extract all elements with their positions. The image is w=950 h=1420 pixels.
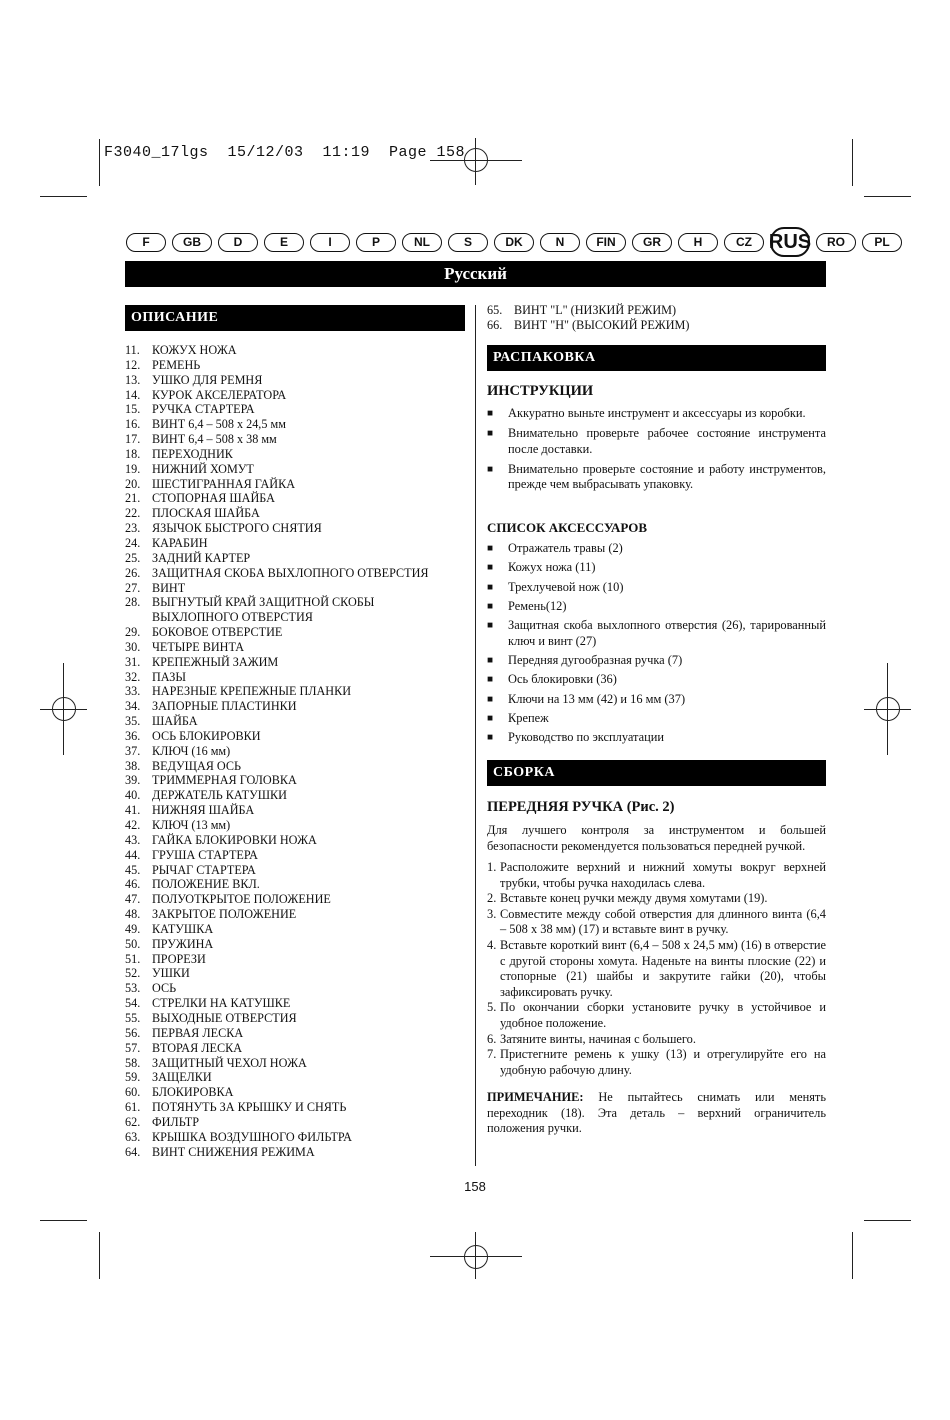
- part-number: 60.: [125, 1085, 141, 1100]
- bullet-item: [487, 580, 826, 596]
- part-number: 19.: [125, 461, 141, 476]
- part-item: [125, 1145, 470, 1160]
- bullet-icon: ■: [487, 543, 494, 554]
- part-number: 23.: [125, 521, 141, 536]
- assembly-step: [487, 907, 826, 938]
- part-number: 12.: [125, 357, 141, 372]
- part-name: ВИНТ СНИЖЕНИЯ РЕЖИМА: [152, 1144, 315, 1159]
- parts-list: [125, 343, 470, 1159]
- part-name: ВИНТ "H" (ВЫСОКИЙ РЕЖИМ): [514, 317, 690, 332]
- part-name: ВИНТ: [152, 580, 186, 595]
- part-name: ЗАКРЫТОЕ ПОЛОЖЕНИЕ: [152, 907, 297, 922]
- lang-tab-h: H: [678, 233, 718, 252]
- part-item: [125, 462, 470, 477]
- part-number: 14.: [125, 387, 141, 402]
- part-item: [125, 759, 470, 774]
- bullet-item: [487, 672, 826, 688]
- parts-list-continued: [487, 303, 827, 333]
- part-name: ПОЛУОТКРЫТОЕ ПОЛОЖЕНИЕ: [152, 892, 331, 907]
- part-name: БОКОВОЕ ОТВЕРСТИЕ: [152, 625, 283, 640]
- bullet-icon: ■: [487, 693, 494, 705]
- section-heading-description: ОПИСАНИЕ: [125, 305, 465, 331]
- part-name: ВЫГНУТЫЙ КРАЙ ЗАЩИТНОЙ СКОБЫ: [152, 595, 375, 610]
- bullet-item: [487, 599, 826, 615]
- part-number: 40.: [125, 788, 141, 803]
- bullet-text: Ремень(12): [508, 598, 567, 613]
- bullet-text: Ось блокировки (36): [508, 672, 617, 687]
- part-item: [125, 699, 470, 714]
- part-name: ЗАПОРНЫЕ ПЛАСТИНКИ: [152, 699, 297, 714]
- part-item: [125, 358, 470, 373]
- part-name: ОСЬ БЛОКИРОВКИ: [152, 728, 261, 743]
- lang-tab-gb: GB: [172, 233, 212, 252]
- part-item: [125, 684, 470, 699]
- bullet-item: [487, 730, 826, 746]
- part-name: ШАЙБА: [152, 714, 198, 729]
- part-item: [125, 1026, 470, 1041]
- bullet-text: Ключи на 13 мм (42) и 16 мм (37): [508, 691, 686, 706]
- part-number: 16.: [125, 417, 141, 432]
- bullet-icon: ■: [487, 655, 494, 666]
- bullet-text: Крепеж: [508, 710, 549, 725]
- part-name: РЫЧАГ СТАРТЕРА: [152, 862, 256, 877]
- part-item: [125, 922, 470, 937]
- bullet-text: Передняя дугообразная ручка (7): [508, 653, 683, 667]
- bullet-text: Отражатель травы (2): [508, 541, 623, 555]
- crop-mark: [852, 139, 853, 186]
- part-item: [125, 1130, 470, 1145]
- part-name: ЧЕТЫРЕ ВИНТА: [152, 639, 245, 654]
- part-number: 33.: [125, 684, 141, 699]
- part-number: 31.: [125, 654, 141, 669]
- note-text: Не пытайтесь снимать или менять переходник (18). Эта деталь – верхний ограничитель положения ручки.: [487, 1090, 826, 1135]
- part-name: СТОПОРНАЯ ШАЙБА: [152, 491, 275, 506]
- part-number: 21.: [125, 491, 141, 506]
- part-item: [125, 581, 470, 596]
- part-number: 36.: [125, 728, 141, 743]
- bullet-item: [487, 560, 826, 576]
- bullet-icon: ■: [487, 463, 494, 475]
- part-name: БЛОКИРОВКА: [152, 1085, 234, 1100]
- part-item: [125, 491, 470, 506]
- part-item: [125, 521, 470, 536]
- bullet-text: Внимательно проверьте рабочее состояние инструмента после доставки.: [508, 426, 826, 456]
- part-number: 26.: [125, 565, 141, 580]
- part-item: [125, 551, 470, 566]
- part-name: КУРОК АКСЕЛЕРАТОРА: [152, 387, 287, 402]
- crop-mark: [40, 1220, 87, 1221]
- part-name: ПРОРЕЗИ: [152, 951, 206, 966]
- part-item: [125, 714, 470, 729]
- part-name: ЗАДНИЙ КАРТЕР: [152, 550, 251, 565]
- assembly-intro: Для лучшего контроля за инструментом и большей безопасности рекомендуется пользоваться передней ручкой.: [487, 823, 826, 853]
- crop-mark: [864, 1220, 911, 1221]
- lang-tab-pl: PL: [862, 233, 902, 252]
- step-number: 7.: [487, 1047, 497, 1062]
- bullet-icon: ■: [487, 428, 494, 440]
- step-text: По окончании сборки установите ручку в устойчивое и удобное положение.: [500, 1000, 826, 1030]
- bullet-item: [487, 653, 826, 669]
- language-tabs: [126, 227, 890, 257]
- part-number: 63.: [125, 1129, 141, 1144]
- lang-tab-n: N: [540, 233, 580, 252]
- part-item: [125, 655, 470, 670]
- part-number: 61.: [125, 1100, 141, 1115]
- part-item: [125, 595, 470, 610]
- lang-tab-s: S: [448, 233, 488, 252]
- part-number: 38.: [125, 758, 141, 773]
- part-item: [125, 966, 470, 981]
- part-item: [125, 1100, 470, 1115]
- part-item: [487, 318, 827, 333]
- part-number: 42.: [125, 818, 141, 832]
- part-number: 30.: [125, 639, 141, 654]
- part-item: [125, 877, 470, 892]
- part-number: 13.: [125, 372, 141, 387]
- front-handle-heading: ПЕРЕДНЯЯ РУЧКА (Рис. 2): [487, 799, 675, 815]
- part-name: ОСЬ: [152, 981, 177, 996]
- bullet-icon: ■: [487, 562, 494, 574]
- lang-tab-f: F: [126, 233, 166, 252]
- part-number: 46.: [125, 877, 141, 892]
- part-name: ПОТЯНУТЬ ЗА КРЫШКУ И СНЯТЬ: [152, 1100, 347, 1115]
- assembly-step: [487, 1000, 826, 1031]
- bullet-icon: ■: [487, 620, 494, 632]
- part-name: ТРИММЕРНАЯ ГОЛОВКА: [152, 773, 297, 788]
- part-item: [125, 343, 470, 358]
- part-number: 47.: [125, 892, 141, 907]
- part-number: 53.: [125, 981, 141, 996]
- part-number: 59.: [125, 1070, 141, 1085]
- part-number: 50.: [125, 936, 141, 951]
- lang-tab-e: E: [264, 233, 304, 252]
- column-divider: [475, 305, 476, 1166]
- accessories-list: [487, 541, 826, 749]
- part-number: 39.: [125, 773, 141, 788]
- part-number: 44.: [125, 847, 141, 862]
- part-item: [125, 536, 470, 551]
- part-item: [125, 566, 470, 581]
- part-number: 29.: [125, 625, 141, 640]
- part-number: 41.: [125, 803, 141, 818]
- assembly-step: [487, 1047, 826, 1078]
- part-item: [125, 402, 470, 417]
- part-name: НИЖНЯЯ ШАЙБА: [152, 803, 255, 818]
- part-item: [125, 610, 470, 625]
- part-number: 15.: [125, 402, 141, 417]
- part-item: [125, 981, 470, 996]
- section-heading-assembly: СБОРКА: [487, 760, 826, 786]
- step-text: Пристегните ремень к ушку (13) и отрегулируйте его на удобную рабочую длину.: [500, 1047, 826, 1077]
- bullet-text: Руководство по эксплуатации: [508, 730, 664, 745]
- part-item: [125, 833, 470, 848]
- part-name: РУЧКА СТАРТЕРА: [152, 402, 255, 417]
- part-name: УШКИ: [152, 966, 190, 981]
- instructions-heading: ИНСТРУКЦИИ: [487, 383, 594, 399]
- bullet-item: [487, 618, 826, 649]
- part-name: ПРУЖИНА: [152, 936, 214, 951]
- part-name: ВЫХЛОПНОГО ОТВЕРСТИЯ: [152, 610, 313, 625]
- crop-mark: [852, 1232, 853, 1279]
- part-item: [125, 373, 470, 388]
- assembly-step: [487, 860, 826, 891]
- crop-mark: [40, 196, 87, 197]
- part-name: ПЕРЕХОДНИК: [152, 446, 233, 461]
- bullet-text: Кожух ножа (11): [508, 560, 596, 575]
- lang-tab-fin: FIN: [586, 233, 626, 252]
- crop-mark: [99, 139, 100, 186]
- crop-mark: [864, 196, 911, 197]
- part-number: 54.: [125, 996, 141, 1011]
- part-number: 55.: [125, 1010, 141, 1025]
- part-item: [125, 417, 470, 432]
- part-number: 62.: [125, 1114, 141, 1129]
- step-text: Расположите верхний и нижний хомуты вокруг верхней трубки, чтобы ручка находилась слева.: [500, 860, 826, 890]
- part-number: 48.: [125, 907, 141, 922]
- part-number: 56.: [125, 1025, 141, 1040]
- part-name: НИЖНИЙ ХОМУТ: [152, 461, 254, 476]
- part-item: [125, 447, 470, 462]
- part-number: 51.: [125, 951, 141, 966]
- assembly-step: [487, 938, 826, 1000]
- page-number: 158: [464, 1179, 486, 1194]
- lang-tab-nl: NL: [402, 233, 442, 252]
- lang-tab-i: I: [310, 233, 350, 252]
- part-item: [125, 892, 470, 907]
- part-number: 11.: [125, 343, 140, 357]
- part-name: ПОЛОЖЕНИЕ ВКЛ.: [152, 877, 260, 892]
- part-item: [125, 729, 470, 744]
- part-number: [125, 610, 152, 625]
- assembly-note: [487, 1090, 826, 1137]
- part-number: 22.: [125, 506, 141, 521]
- lang-tab-cz: CZ: [724, 233, 764, 252]
- bullet-item: [487, 406, 826, 422]
- part-item: [125, 744, 470, 759]
- section-heading-unpacking: РАСПАКОВКА: [487, 345, 826, 371]
- part-name: ВЫХОДНЫЕ ОТВЕРСТИЯ: [152, 1010, 297, 1025]
- bullet-icon: ■: [487, 581, 494, 593]
- part-item: [125, 1056, 470, 1071]
- part-item: [125, 1070, 470, 1085]
- part-name: КОЖУХ НОЖА: [152, 343, 237, 357]
- bullet-item: [487, 711, 826, 727]
- bullet-icon: ■: [487, 408, 494, 419]
- lang-tab-dk: DK: [494, 233, 534, 252]
- part-number: 43.: [125, 832, 141, 847]
- part-item: [125, 848, 470, 863]
- part-number: 49.: [125, 921, 141, 936]
- part-item: [125, 1085, 470, 1100]
- part-number: 20.: [125, 476, 141, 491]
- note-label: ПРИМЕЧАНИЕ:: [487, 1090, 584, 1104]
- part-name: ГРУША СТАРТЕРА: [152, 847, 258, 862]
- part-item: [125, 907, 470, 922]
- part-number: 57.: [125, 1040, 141, 1055]
- bullet-icon: ■: [487, 732, 494, 744]
- part-name: КЛЮЧ (16 мм): [152, 743, 231, 758]
- part-name: ВИНТ 6,4 – 508 x 38 мм: [152, 432, 277, 447]
- lang-tab-ro: RO: [816, 233, 856, 252]
- part-number: 18.: [125, 446, 141, 461]
- bullet-text: Защитная скоба выхлопного отверстия (26), тарированный ключ и винт (27): [508, 618, 826, 648]
- part-number: 27.: [125, 580, 141, 595]
- part-name: КРЫШКА ВОЗДУШНОГО ФИЛЬТРА: [152, 1129, 352, 1144]
- part-item: [125, 788, 470, 803]
- lang-tab-gr: GR: [632, 233, 672, 252]
- part-number: 34.: [125, 699, 141, 714]
- part-item: [125, 803, 470, 818]
- part-item: [125, 1115, 470, 1130]
- crop-mark: [99, 1232, 100, 1279]
- part-number: 35.: [125, 714, 141, 729]
- bullet-icon: ■: [487, 674, 494, 686]
- part-name: КРЕПЕЖНЫЙ ЗАЖИМ: [152, 654, 279, 669]
- part-name: ПАЗЫ: [152, 669, 187, 684]
- part-number: 37.: [125, 743, 141, 758]
- part-name: СТРЕЛКИ НА КАТУШКЕ: [152, 996, 291, 1011]
- step-number: 3.: [487, 906, 497, 921]
- assembly-steps: [487, 860, 826, 1078]
- part-name: ВИНТ "L" (НИЗКИЙ РЕЖИМ): [514, 303, 677, 317]
- part-number: 64.: [125, 1144, 141, 1159]
- part-item: [125, 818, 470, 833]
- part-number: 24.: [125, 535, 141, 550]
- part-name: ВЕДУЩАЯ ОСЬ: [152, 758, 242, 773]
- instructions-list: [487, 406, 826, 497]
- part-number: 45.: [125, 862, 141, 877]
- part-number: 66.: [487, 317, 503, 332]
- bullet-text: Трехлучевой нож (10): [508, 579, 624, 594]
- step-number: 5.: [487, 1000, 497, 1015]
- part-name: ГАЙКА БЛОКИРОВКИ НОЖА: [152, 832, 317, 847]
- part-item: [125, 388, 470, 403]
- part-number: 28.: [125, 595, 141, 610]
- part-item: [125, 1011, 470, 1026]
- part-item: [125, 996, 470, 1011]
- part-name: КАТУШКА: [152, 921, 214, 936]
- part-item: [125, 670, 470, 685]
- accessories-heading: СПИСОК АКСЕССУАРОВ: [487, 520, 648, 535]
- part-name: НАРЕЗНЫЕ КРЕПЕЖНЫЕ ПЛАНКИ: [152, 684, 352, 699]
- step-text: Вставьте короткий винт (6,4 – 508 х 24,5 мм) (16) в отверстие с другой стороны хомута. Наденьте на винты плоские (22) и стопорные (21) шайбы и закрутите гайки (20), чтобы зафиксировать ручку.: [500, 937, 826, 999]
- part-name: ЗАЩИТНЫЙ ЧЕХОЛ НОЖА: [152, 1055, 307, 1070]
- part-name: ЯЗЫЧОК БЫСТРОГО СНЯТИЯ: [152, 521, 322, 536]
- part-item: [125, 773, 470, 788]
- part-item: [125, 432, 470, 447]
- lang-tab-rus: RUS: [770, 227, 810, 257]
- part-item: [125, 937, 470, 952]
- bullet-item: [487, 541, 826, 557]
- part-name: ПЛОСКАЯ ШАЙБА: [152, 506, 260, 521]
- part-name: ДЕРЖАТЕЛЬ КАТУШКИ: [152, 788, 287, 803]
- print-slug: F3040_17lgs 15/12/03 11:19 Page 158: [104, 144, 466, 161]
- part-item: [487, 303, 827, 318]
- bullet-icon: ■: [487, 712, 494, 724]
- part-item: [125, 952, 470, 967]
- part-item: [125, 477, 470, 492]
- page-title: Русский: [125, 261, 826, 287]
- step-text: Затяните винты, начиная с большего.: [500, 1031, 696, 1046]
- part-item: [125, 1041, 470, 1056]
- part-item: [125, 625, 470, 640]
- bullet-text: Внимательно проверьте состояние и работу инструментов, прежде чем выбрасывать упаковку.: [508, 461, 826, 492]
- part-name: ЗАЩЕЛКИ: [152, 1070, 212, 1085]
- part-item: [125, 506, 470, 521]
- part-number: 32.: [125, 669, 141, 684]
- part-name: ШЕСТИГРАННАЯ ГАЙКА: [152, 476, 296, 491]
- part-name: ВТОРАЯ ЛЕСКА: [152, 1040, 243, 1055]
- part-name: УШКО ДЛЯ РЕМНЯ: [152, 372, 263, 387]
- part-number: 17.: [125, 432, 141, 447]
- part-name: КАРАБИН: [152, 535, 208, 550]
- assembly-step: [487, 1032, 826, 1048]
- part-name: ФИЛЬТР: [152, 1114, 199, 1129]
- step-number: 4.: [487, 937, 497, 952]
- bullet-text: Аккуратно выньте инструмент и аксессуары из коробки.: [508, 406, 806, 420]
- part-name: ПЕРВАЯ ЛЕСКА: [152, 1025, 244, 1040]
- part-number: 52.: [125, 966, 141, 981]
- part-name: ЗАЩИТНАЯ СКОБА ВЫХЛОПНОГО ОТВЕРСТИЯ: [152, 565, 429, 580]
- bullet-item: [487, 426, 826, 457]
- part-number: 25.: [125, 550, 141, 565]
- bullet-icon: ■: [487, 600, 494, 612]
- part-number: 65.: [487, 303, 503, 317]
- part-name: КЛЮЧ (13 мм): [152, 818, 231, 832]
- part-name: РЕМЕНЬ: [152, 357, 201, 372]
- part-item: [125, 640, 470, 655]
- bullet-item: [487, 692, 826, 708]
- step-number: 2.: [487, 891, 497, 906]
- step-number: 1.: [487, 860, 497, 874]
- bullet-item: [487, 462, 826, 493]
- assembly-step: [487, 891, 826, 907]
- lang-tab-d: D: [218, 233, 258, 252]
- step-text: Вставьте конец ручки между двумя хомутами (19).: [500, 891, 768, 906]
- part-number: 58.: [125, 1055, 141, 1070]
- part-name: ВИНТ 6,4 – 508 x 24,5 мм: [152, 417, 286, 432]
- lang-tab-p: P: [356, 233, 396, 252]
- step-text: Совместите между собой отверстия для длинного винта (6,4 – 508 х 38 мм) (17) и вставьте винт в ручку.: [500, 906, 826, 937]
- step-number: 6.: [487, 1031, 497, 1046]
- part-item: [125, 863, 470, 878]
